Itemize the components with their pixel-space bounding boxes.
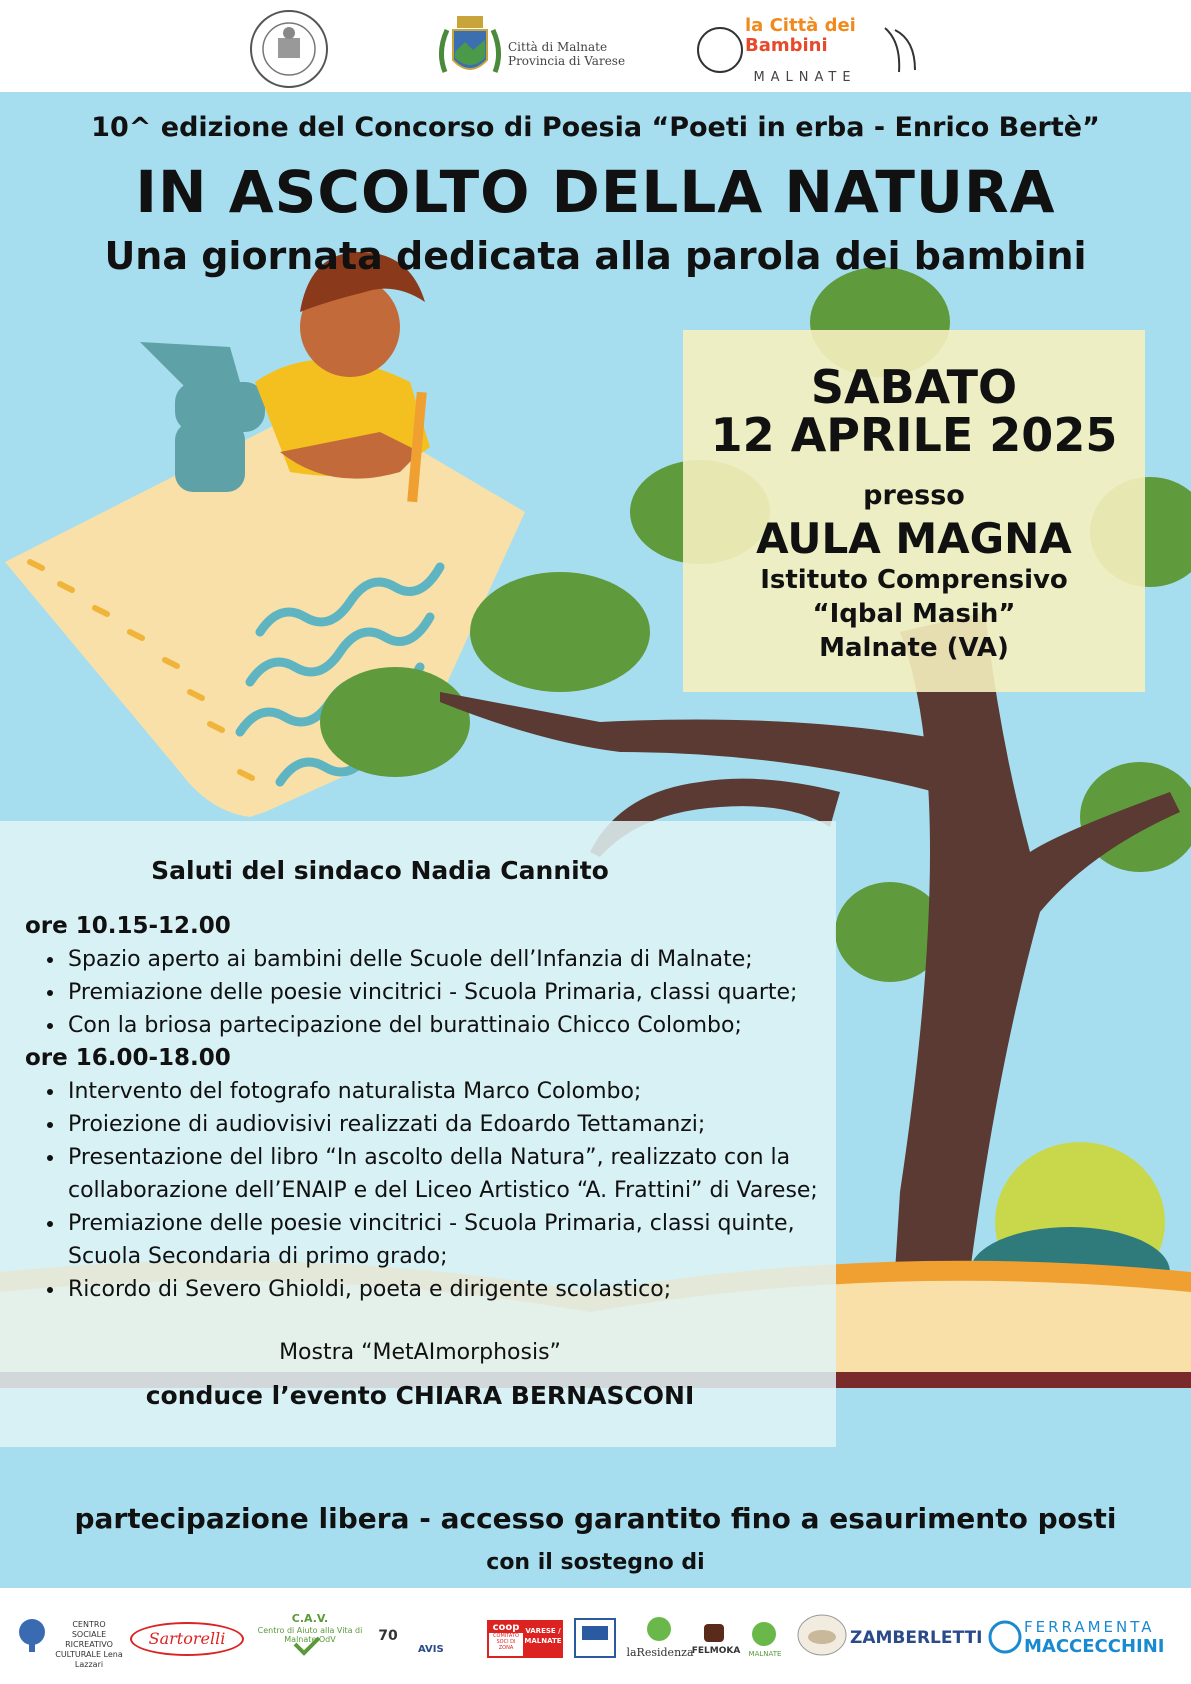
contest-subtitle: 10^ edizione del Concorso di Poesia “Poeti in erba - Enrico Bertè” xyxy=(91,112,1100,143)
sponsor-coop: coop xyxy=(489,1622,523,1633)
session-time: ore 10.15-12.00 xyxy=(25,913,231,939)
sponsor-ferramenta-top: FERRAMENTA xyxy=(1024,1618,1155,1636)
main-title: IN ASCOLTO DELLA NATURA xyxy=(135,158,1056,226)
list-item: • Spazio aperto ai bambini delle Scuole dell’Infanzia di Malnate; xyxy=(66,943,856,976)
venue-name: AULA MAGNA xyxy=(756,514,1072,563)
sponsor-cav-sub: Centro di Aiuto alla Vita di Malnate OdV xyxy=(257,1626,363,1644)
sponsor-coop-frame xyxy=(487,1620,525,1658)
sponsor-coop-area: VARESE / MALNATE xyxy=(523,1620,563,1658)
round-seal-icon xyxy=(796,1612,848,1658)
list-item: • Premiazione delle poesie vincitrici - Scuola Primaria, classi quinte, Scuola Secondaria di primo grado; xyxy=(66,1207,856,1273)
event-day: SABATO xyxy=(810,360,1018,414)
check-icon xyxy=(292,1636,322,1656)
exhibit-label: Mostra “MetAImorphosis” xyxy=(279,1340,561,1365)
sponsor-avis-number: 70 xyxy=(378,1628,398,1644)
presso-label: presso xyxy=(863,480,965,511)
school-logo-icon xyxy=(574,1618,616,1658)
list-item: • Premiazione delle poesie vincitrici - Scuola Primaria, classi quarte; xyxy=(66,976,856,1009)
venue-line: Istituto Comprensivo xyxy=(760,565,1068,595)
sponsor-ferramenta-bottom: MACCECCHINI xyxy=(1024,1636,1165,1657)
kids-city-line3: MALNATE xyxy=(753,70,857,85)
kids-city-logo-text xyxy=(745,16,875,56)
residenza-tree-icon xyxy=(643,1616,675,1644)
tagline: Una giornata dedicata alla parola dei bambini xyxy=(104,234,1087,278)
ferramenta-icon xyxy=(988,1620,1022,1654)
mayor-greeting: Saluti del sindaco Nadia Cannito xyxy=(151,856,609,885)
city-name-text xyxy=(508,40,625,68)
felmoka-cup-icon xyxy=(700,1616,730,1646)
sponsor-avis: AVIS xyxy=(418,1644,444,1655)
list-item: • Ricordo di Severo Ghioldi, poeta e dirigente scolastico; xyxy=(66,1273,856,1306)
coat-of-arms-icon xyxy=(435,12,505,88)
list-item: • Presentazione del libro “In ascolto della Natura”, realizzato con la collaborazione dell’ENAIP e del Liceo Artistico “A. Frattini” di Varese; xyxy=(66,1141,856,1207)
sponsor-sartorelli: Sartorelli xyxy=(130,1622,244,1656)
sponsor-coop-sub: COMITATO SOCI DI ZONA xyxy=(493,1633,519,1651)
city-name: Città di Malnate xyxy=(508,40,608,54)
list-item: • Proiezione di audiovisivi realizzati da Edoardo Tettamanzi; xyxy=(66,1108,856,1141)
sponsor-lazzari: CENTRO SOCIALE RICREATIVO CULTURALE Lena Lazzari xyxy=(55,1620,123,1669)
sponsor-label: con il sostegno di xyxy=(486,1550,705,1575)
sponsor-felmoka: FELMOKA xyxy=(691,1646,741,1656)
list-item: • Con la briosa partecipazione del burattinaio Chicco Colombo; xyxy=(66,1009,856,1042)
sponsor-residenza: laResidenza xyxy=(626,1646,694,1659)
sponsor-cav: C.A.V. xyxy=(291,1612,329,1625)
session-list xyxy=(40,943,856,1042)
sponsor-gruppo: MALNATE xyxy=(748,1650,782,1658)
gruppo-logo-icon xyxy=(746,1620,782,1650)
host-label: conduce l’evento CHIARA BERNASCONI xyxy=(145,1381,695,1410)
free-entry-notice: partecipazione libera - accesso garantito fino a esaurimento posti xyxy=(74,1502,1117,1535)
kids-city-line2: Bambini xyxy=(745,35,828,56)
province-name: Provincia di Varese xyxy=(508,54,626,68)
seal-logo-icon xyxy=(248,8,330,90)
event-date: 12 APRILE 2025 xyxy=(710,408,1118,462)
tree-logo-icon xyxy=(12,1618,52,1654)
sponsor-zamberletti: ZAMBERLETTI xyxy=(850,1628,983,1648)
session-list xyxy=(40,1075,856,1306)
session-time: ore 16.00-18.00 xyxy=(25,1045,231,1071)
kids-city-line1: la Città dei xyxy=(745,15,856,36)
list-item: • Intervento del fotografo naturalista Marco Colombo; xyxy=(66,1075,856,1108)
venue-line: Malnate (VA) xyxy=(819,633,1009,663)
venue-line: “Iqbal Masih” xyxy=(812,599,1016,629)
